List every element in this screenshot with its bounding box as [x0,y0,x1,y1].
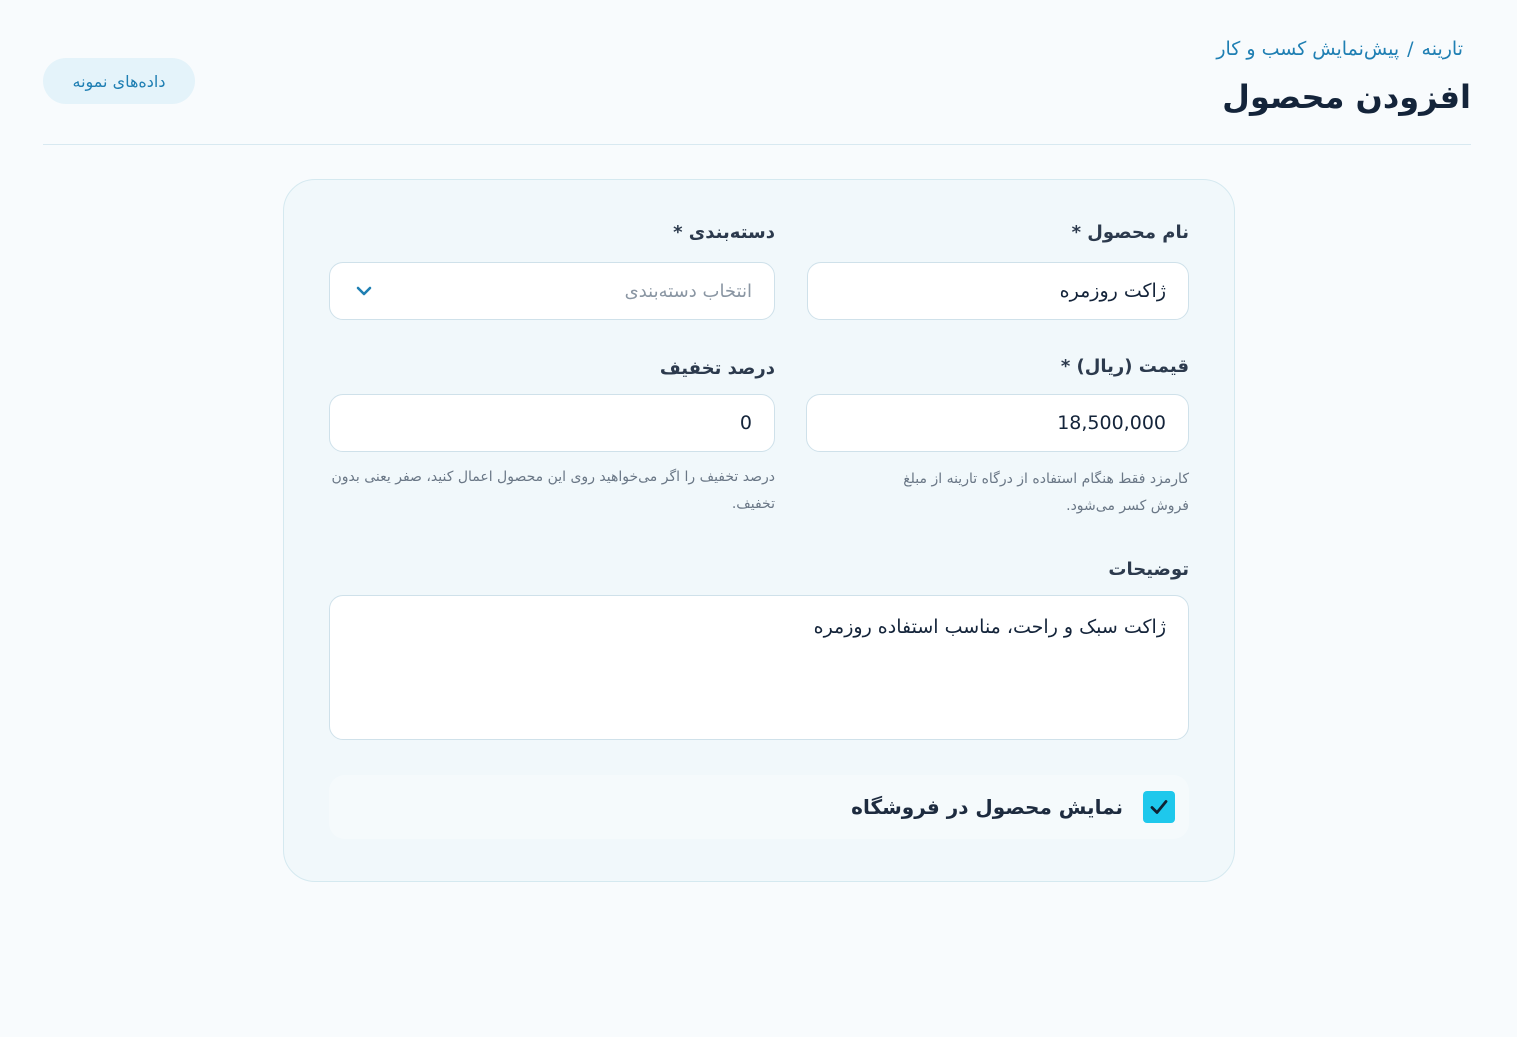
description-value: ژاکت سبک و راحت، مناسب استفاده روزمره [813,616,1166,638]
breadcrumb [1216,38,1463,60]
price-hint-line-1: کارمزد فقط هنگام استفاده از درگاه تارینه از مبلغ [903,471,1189,487]
product-name-value: ژاکت روزمره [1059,280,1166,302]
discount-input[interactable] [329,394,775,452]
category-label: دسته‌بندی * [673,222,775,243]
price-value: 18,500,000 [1057,412,1166,434]
show-in-store-row[interactable] [329,775,1189,839]
discount-value: 0 [739,412,752,434]
discount-hint [329,464,775,518]
price-input[interactable] [806,394,1189,452]
description-textarea[interactable] [329,595,1189,740]
breadcrumb-home-link[interactable]: تارینه [1421,38,1463,60]
page-title: افزودن محصول [1222,78,1471,116]
header-divider [43,144,1471,145]
discount-hint-line-2: تخفیف. [731,496,775,512]
price-hint [859,466,1189,520]
product-name-label: نام محصول * [1071,222,1189,243]
show-in-store-checkbox[interactable] [1143,791,1175,823]
breadcrumb-current[interactable]: پیش‌نمایش کسب و کار [1216,38,1400,60]
product-form-card [283,179,1235,882]
product-name-input[interactable] [807,262,1189,320]
discount-label: درصد تخفیف [659,358,775,379]
breadcrumb-separator: / [1407,38,1414,60]
price-hint-line-2: فروش کسر می‌شود. [1066,498,1189,514]
description-label: توضیحات [1108,559,1189,580]
category-placeholder: انتخاب دسته‌بندی [624,280,752,302]
chevron-down-icon [354,281,374,301]
category-select[interactable] [329,262,775,320]
sample-data-button[interactable]: داده‌های نمونه [43,58,195,104]
price-label: قیمت (ریال) * [1060,356,1189,377]
discount-hint-line-1: درصد تخفیف را اگر می‌خواهید روی این محصول اعمال کنید، صفر یعنی بدون [331,469,775,485]
checkmark-icon [1148,796,1170,818]
show-in-store-label: نمایش محصول در فروشگاه [851,795,1123,819]
